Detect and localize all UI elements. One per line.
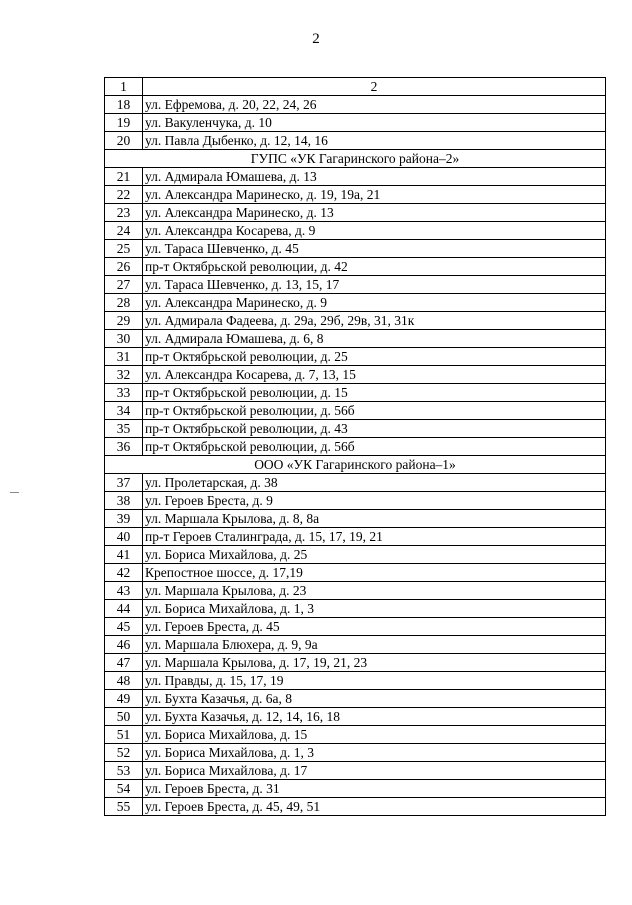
row-number: 54 — [105, 780, 143, 798]
row-address: ул. Маршала Блюхера, д. 9, 9а — [143, 636, 606, 654]
table-row — [105, 528, 606, 546]
row-address: ул. Вакуленчука, д. 10 — [143, 114, 606, 132]
table-row — [105, 618, 606, 636]
row-address: ул. Александра Косарева, д. 9 — [143, 222, 606, 240]
table-row — [105, 312, 606, 330]
column-header-number: 1 — [105, 78, 143, 96]
table-row — [105, 168, 606, 186]
row-number: 52 — [105, 744, 143, 762]
table-row — [105, 582, 606, 600]
row-address: ул. Героев Бреста, д. 9 — [143, 492, 606, 510]
section-header-row — [105, 456, 606, 474]
row-address: ул. Адмирала Юмашева, д. 6, 8 — [143, 330, 606, 348]
table-row — [105, 690, 606, 708]
table-row — [105, 420, 606, 438]
row-number: 22 — [105, 186, 143, 204]
table-row — [105, 222, 606, 240]
row-address: ул. Адмирала Юмашева, д. 13 — [143, 168, 606, 186]
row-number: 33 — [105, 384, 143, 402]
address-table — [104, 77, 606, 816]
row-number: 34 — [105, 402, 143, 420]
row-address: ул. Правды, д. 15, 17, 19 — [143, 672, 606, 690]
row-address: ул. Александра Маринеско, д. 9 — [143, 294, 606, 312]
row-address: ул. Бориса Михайлова, д. 1, 3 — [143, 600, 606, 618]
row-address: пр-т Октябрьской революции, д. 42 — [143, 258, 606, 276]
table-row — [105, 402, 606, 420]
row-address: пр-т Октябрьской революции, д. 15 — [143, 384, 606, 402]
table-row — [105, 96, 606, 114]
row-number: 31 — [105, 348, 143, 366]
row-address: ул. Маршала Крылова, д. 23 — [143, 582, 606, 600]
table-row — [105, 744, 606, 762]
row-number: 43 — [105, 582, 143, 600]
table-row — [105, 762, 606, 780]
row-number: 47 — [105, 654, 143, 672]
row-address: Крепостное шоссе, д. 17,19 — [143, 564, 606, 582]
row-number: 20 — [105, 132, 143, 150]
row-number: 23 — [105, 204, 143, 222]
scan-artifact-mark — [10, 492, 19, 493]
row-number: 32 — [105, 366, 143, 384]
row-address: ул. Ефремова, д. 20, 22, 24, 26 — [143, 96, 606, 114]
row-number: 46 — [105, 636, 143, 654]
row-address: ул. Маршала Крылова, д. 8, 8а — [143, 510, 606, 528]
table-row — [105, 204, 606, 222]
section-title: ООО «УК Гагаринского района–1» — [105, 456, 606, 474]
table-row — [105, 438, 606, 456]
row-address: ул. Тараса Шевченко, д. 45 — [143, 240, 606, 258]
row-address: ул. Бухта Казачья, д. 12, 14, 16, 18 — [143, 708, 606, 726]
table-row — [105, 726, 606, 744]
row-number: 26 — [105, 258, 143, 276]
table-row — [105, 510, 606, 528]
row-number: 29 — [105, 312, 143, 330]
row-address: ул. Героев Бреста, д. 31 — [143, 780, 606, 798]
table-row — [105, 654, 606, 672]
table-row — [105, 294, 606, 312]
row-number: 37 — [105, 474, 143, 492]
table-row — [105, 348, 606, 366]
table-row — [105, 240, 606, 258]
row-number: 51 — [105, 726, 143, 744]
row-address: ул. Бориса Михайлова, д. 25 — [143, 546, 606, 564]
row-number: 35 — [105, 420, 143, 438]
table-row — [105, 492, 606, 510]
table-row — [105, 366, 606, 384]
row-number: 45 — [105, 618, 143, 636]
table-row — [105, 258, 606, 276]
row-number: 39 — [105, 510, 143, 528]
row-number: 48 — [105, 672, 143, 690]
row-number: 38 — [105, 492, 143, 510]
row-number: 24 — [105, 222, 143, 240]
table-row — [105, 330, 606, 348]
row-address: ул. Адмирала Фадеева, д. 29а, 29б, 29в, 31, 31к — [143, 312, 606, 330]
row-address: ул. Героев Бреста, д. 45 — [143, 618, 606, 636]
row-number: 50 — [105, 708, 143, 726]
row-address: ул. Александра Маринеско, д. 19, 19а, 21 — [143, 186, 606, 204]
row-address: ул. Маршала Крылова, д. 17, 19, 21, 23 — [143, 654, 606, 672]
row-address: ул. Пролетарская, д. 38 — [143, 474, 606, 492]
table-row — [105, 384, 606, 402]
row-number: 19 — [105, 114, 143, 132]
row-number: 44 — [105, 600, 143, 618]
table-row — [105, 546, 606, 564]
table-row — [105, 186, 606, 204]
row-number: 18 — [105, 96, 143, 114]
row-address: ул. Героев Бреста, д. 45, 49, 51 — [143, 798, 606, 816]
row-address: ул. Павла Дыбенко, д. 12, 14, 16 — [143, 132, 606, 150]
row-number: 25 — [105, 240, 143, 258]
row-address: пр-т Октябрьской революции, д. 56б — [143, 438, 606, 456]
row-number: 21 — [105, 168, 143, 186]
address-table-body — [105, 78, 606, 816]
table-row — [105, 564, 606, 582]
page-number: 2 — [312, 31, 320, 47]
row-number: 49 — [105, 690, 143, 708]
table-row — [105, 780, 606, 798]
row-number: 53 — [105, 762, 143, 780]
table-row — [105, 708, 606, 726]
row-address: пр-т Октябрьской революции, д. 43 — [143, 420, 606, 438]
row-number: 42 — [105, 564, 143, 582]
row-number: 41 — [105, 546, 143, 564]
row-address: ул. Бухта Казачья, д. 6а, 8 — [143, 690, 606, 708]
row-number: 30 — [105, 330, 143, 348]
section-title: ГУПС «УК Гагаринского района–2» — [105, 150, 606, 168]
table-row — [105, 600, 606, 618]
row-number: 40 — [105, 528, 143, 546]
row-address: ул. Александра Маринеско, д. 13 — [143, 204, 606, 222]
table-row — [105, 636, 606, 654]
row-number: 55 — [105, 798, 143, 816]
row-address: пр-т Октябрьской революции, д. 25 — [143, 348, 606, 366]
table-row — [105, 798, 606, 816]
row-address: пр-т Октябрьской революции, д. 56б — [143, 402, 606, 420]
column-header-address: 2 — [143, 78, 606, 96]
table-row — [105, 114, 606, 132]
section-header-row — [105, 150, 606, 168]
row-address: ул. Бориса Михайлова, д. 1, 3 — [143, 744, 606, 762]
row-number: 28 — [105, 294, 143, 312]
row-number: 36 — [105, 438, 143, 456]
row-address: ул. Бориса Михайлова, д. 15 — [143, 726, 606, 744]
table-row — [105, 474, 606, 492]
row-number: 27 — [105, 276, 143, 294]
row-address: пр-т Героев Сталинграда, д. 15, 17, 19, 21 — [143, 528, 606, 546]
table-row — [105, 672, 606, 690]
row-address: ул. Александра Косарева, д. 7, 13, 15 — [143, 366, 606, 384]
row-address: ул. Бориса Михайлова, д. 17 — [143, 762, 606, 780]
table-row — [105, 276, 606, 294]
table-header-row — [105, 78, 606, 96]
table-row — [105, 132, 606, 150]
row-address: ул. Тараса Шевченко, д. 13, 15, 17 — [143, 276, 606, 294]
